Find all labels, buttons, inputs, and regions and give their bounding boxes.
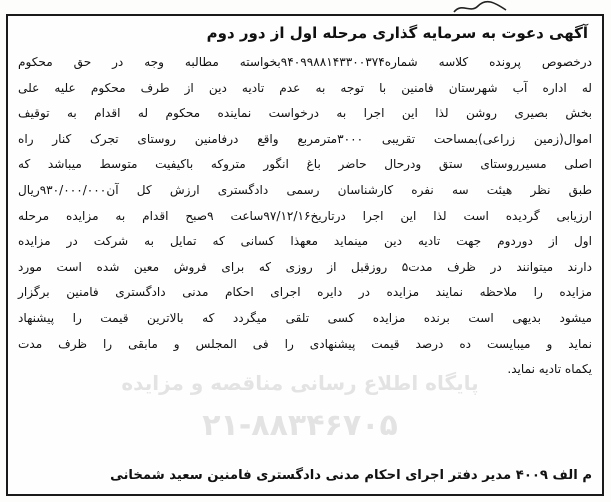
notice-line: اصلی مسیرروستای ستق ودرحال حاضر باغ انگور متروکه باکیفیت متوسط میباشد که: [18, 157, 592, 172]
notice-line: درخصوص پرونده کلاسه شماره۹۴۰۹۹۸۸۱۴۳۳۰۰۳۷۴بخواسته مطالبه وجه در حق محکوم: [18, 55, 592, 69]
notice-signature: م الف ۴۰۰۹ مدیر دفتر اجرای احکام مدنی دادگستری فامنین سعید شمخانی: [110, 468, 592, 483]
notice-body: [18, 50, 592, 383]
notice-line: نماید و میبایست ده درصد قیمت پیشنهادی را فی المجلس و مابقی را ظرف مدت: [18, 336, 592, 351]
notice-title: آگهی دعوت به سرمایه گذاری مرحله اول از دور دوم: [206, 24, 588, 42]
notice-line: مزایده را ملاحظه نمایند مزایده در دایره اجرای احکام مدنی دادگستری فامنین برگزار: [18, 285, 592, 300]
notice-line: بخش بصیری روشن لذا این اجرا به درخواست نماینده محکوم له اقدام به توقیف: [18, 106, 592, 121]
notice-line: یکماه تادیه نماید.: [507, 362, 592, 377]
notice-line: دارند میتوانند در ظرف مدت۵ روزقبل از روزی که برای فروش معین شده است مورد: [18, 259, 592, 274]
notice-frame: [6, 14, 604, 496]
notice-line: طبق نظر هیئت سه نفره کارشناسان رسمی دادگستری ارزش کل آن۹۳۰/۰۰۰/۰۰۰ریال: [18, 182, 592, 197]
notice-line: اول از دوردوم جهت تادیه دین مینماید معهذا کسانی که تمایل به شرکت در مزایده: [18, 234, 592, 249]
notice-line: میشود بدیهی است برنده مزایده کسی تلقی میگردد که بالاترین قیمت را پیشنهاد: [18, 310, 592, 325]
notice-line: ارزیابی گردیده است لذا این اجرا درتاریخ۹۷/۱۲/۱۶ساعت ۹صبح اقدام به مزایده مرحله: [18, 208, 592, 223]
notice-line: اموال(زمین زراعی)بمساحت تقریبی ۳۰۰۰مترمربع واقع درفامنین روستای تجرک کنار راه: [18, 131, 592, 146]
notice-line: له اداره آب شهرستان فامنین با توجه به عدم تادیه دین از طرف محکوم علیه علی: [18, 80, 592, 95]
